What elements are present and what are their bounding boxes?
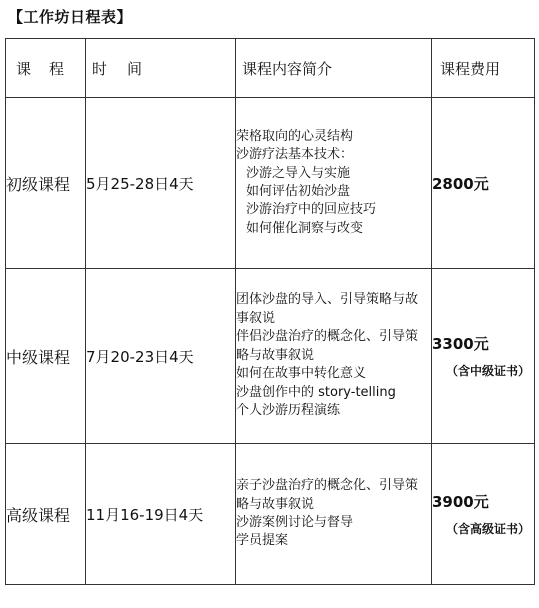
course-level: 初级课程 [6,98,86,269]
course-content [236,444,432,585]
header-row [6,39,535,98]
content-line: 沙游治疗中的回应技巧 [246,202,377,218]
course-content [236,98,432,269]
header-course: 课程 [6,39,86,98]
header-content: 课程内容简介 [236,39,432,98]
fee-note: （含中级证书） [446,364,531,378]
fee-note: （含高级证书） [446,522,531,536]
course-dates: 7月20-23日4天 [86,269,236,444]
content-line: 学员提案 [236,533,289,549]
content-line: 沙游案例讨论与督导 [236,515,354,530]
content-line: 伴侣沙盘治疗的概念化、引导策 [236,329,419,345]
content-line: 个人沙游历程演练 [236,403,341,419]
page-title: 【工作坊日程表】 [8,8,133,26]
content-line: 如何在故事中转化意义 [236,366,367,382]
course-fee [432,444,535,585]
fee-price: 2800元 [432,174,489,193]
content-line: 略与故事叙说 [236,347,315,363]
content-line: 如何催化洞察与改变 [246,220,364,236]
content-line: 事叙说 [236,310,276,326]
header-time: 时间 [86,39,236,98]
content-line: 如何评估初始沙盘 [246,184,351,199]
content-line: 团体沙盘的导入、引导策略与故 [236,292,419,308]
course-fee [432,98,535,269]
fee-price: 3900元 [432,493,489,511]
table-row-advanced [6,444,535,585]
course-level: 中级课程 [6,269,86,444]
course-dates: 11月16-19日4天 [86,444,236,585]
course-content [236,269,432,444]
header-fee: 课程费用 [432,39,535,98]
content-line: 荣格取向的心灵结构 [236,128,354,144]
table-row-intermediate [6,269,535,444]
course-dates: 5月25-28日4天 [86,98,236,269]
content-line: 略与故事叙说 [236,496,315,512]
content-line: 沙游之导入与实施 [246,165,351,181]
content-line: 亲子沙盘治疗的概念化、引导策 [236,478,419,494]
content-line: 沙游疗法基本技术： [236,147,354,163]
content-line: 沙盘创作中的 story-telling [236,384,396,400]
table-row-beginner [6,98,535,269]
fee-price: 3300元 [432,335,489,353]
course-fee [432,269,535,444]
workshop-schedule-table [5,38,535,585]
course-level: 高级课程 [6,444,86,585]
